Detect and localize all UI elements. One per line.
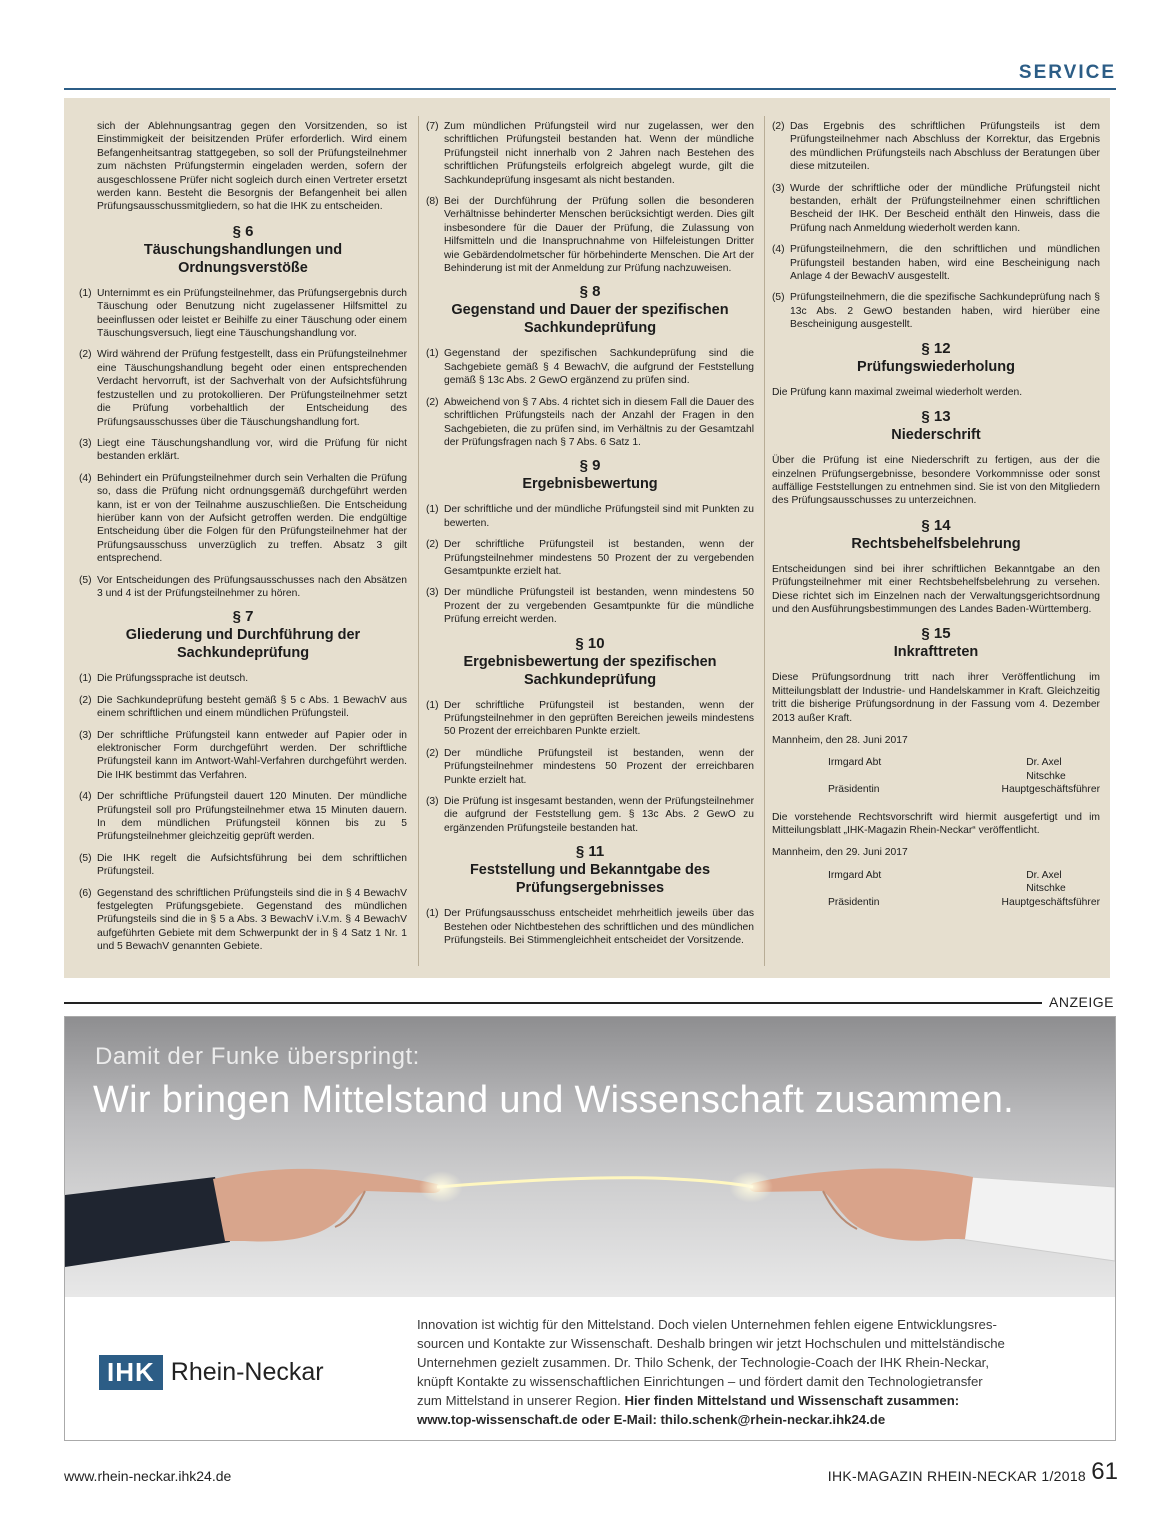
ihk-logo-box: IHK [99, 1355, 163, 1390]
intro-paragraph: sich der Ablehnungsantrag gegen den Vorsitzenden, so ist Einstimmigkeit der beisitzenden Prüfer erforderlich. Wird einem Befangenheitsantrag stattgegeben, so soll der Prüfungsteilnehmer zum nächsten Prüfungstermin eingeladen werden, sofern der ausgeschlossene Prüfer nicht sogleich durch einen Vertreter ersetzt werden kann. Besteht die Besorgnis der Befangenheit bei allen Prüfungsausschussmitgliedern, so hat die IHK zu entscheiden. [97, 121, 407, 213]
list-item [772, 182, 1100, 236]
list-item [79, 729, 407, 783]
signatory-name: Dr. Axel Nitschke [1026, 757, 1066, 782]
footer-magazine: IHK-MAGAZIN RHEIN-NECKAR 1/2018 [827, 1468, 1086, 1484]
item-number: (2) [426, 539, 439, 551]
item-text: Der schriftliche Prüfungsteil ist bestanden, wenn der Prüfungsteilnehmer in den geprüften Bereichen jeweils mindestens 50 Prozent der erreichbaren Punkte erzielt. [444, 699, 754, 738]
column-3 [772, 120, 1100, 923]
item-text: Vor Entscheidungen des Prüfungsausschusses nach den Absätzen 3 und 4 ist der Prüfungsteilnehmer zu hören. [97, 574, 407, 599]
item-text: Die Sachkundeprüfung besteht gemäß § 5 c Abs. 1 BewachV aus einem schriftlichen und einem mündlichen Prüfungsteil. [97, 694, 407, 720]
signatory-name: Irmgard Abt [828, 757, 882, 769]
date-line: Mannheim, den 28. Juni 2017 [772, 734, 908, 746]
ad-text-normal: zum Mittelstand in unserer Region. [417, 1393, 625, 1408]
ad-headline: Wir bringen Mittelstand und Wissenschaft zusammen. [93, 1079, 1015, 1121]
item-text: Liegt eine Täuschungshandlung vor, wird die Prüfung für nicht bestanden erklärt. [97, 437, 407, 463]
item-text: Abweichend von § 7 Abs. 4 richtet sich in diesem Fall die Dauer des schriftlichen Prüfungsteils nach der Anzahl der Fragen in den Sachgebieten, die zu prüfen sind, im Verhältnis zu der Gesamtzahl der Prüfungsfragen nach § 7 Abs. 6 Satz 1. [444, 396, 754, 448]
section-number: § 11 [575, 843, 605, 861]
ad-tagline: Damit der Funke überspringt: [95, 1043, 420, 1070]
item-text: Der Prüfungsausschuss entscheidet mehrheitlich jeweils über das Bestehen oder Nichtbestehen des schriftlichen und des mündlichen Prüfungsteils. Bei Stimmengleichheit entscheidet der Vorsitzende. [444, 908, 754, 947]
section-title: Inkrafttreten [893, 644, 979, 661]
list-item [79, 348, 407, 428]
item-text: Prüfungsteilnehmern, die den schriftlichen und mündlichen Prüfungsteil bestanden haben, wird eine Bescheinigung nach Anlage 4 der BewachV ausgestellt. [790, 244, 1100, 283]
item-number: (1) [426, 504, 439, 516]
section-title: Täuschungshandlungen und Ordnungsverstöße [143, 241, 343, 276]
list-item [79, 574, 407, 601]
list-item [426, 538, 754, 578]
item-text: Das Ergebnis des schriftlichen Prüfungsteils ist dem Prüfungsteilnehmer nach Abschluss der Korrektur, das Ergebnis des mündlichen Prüfungsteils nach Abschluss der Beratungen über diese mitzuteilen. [790, 121, 1100, 173]
item-text: Prüfungsteilnehmern, die die spezifische Sachkundeprüfung nach § 13c Abs. 2 GewO bestanden haben, wird hierüber eine Bescheinigung ausgestellt. [790, 292, 1100, 331]
ad-text-line: Innovation ist wichtig für den Mittelstand. Doch vielen Unternehmen fehlen eigene Entwicklungsres- [417, 1317, 997, 1332]
ihk-logo-region: Rhein-Neckar [170, 1358, 324, 1386]
signature-block [772, 869, 1100, 909]
item-number: (1) [79, 673, 92, 685]
item-text: Behindert ein Prüfungsteilnehmer durch sein Verhalten die Prüfung so, dass die Prüfung nicht ordnungsgemäß durchgeführt werden kann, ist er von der Teilnahme auszuschließen. Die Entscheidung hierüber kann von der Aufsicht getroffen werden. Die endgültige Entscheidung über die Folgen für den Prüfungsteilnehmer hat der Prüfungsausschuss unverzüglich zu treffen. Absatz 3 gilt entsprechend. [97, 472, 407, 565]
item-text: Die Prüfungssprache ist deutsch. [97, 673, 249, 685]
section-text: Entscheidungen sind bei ihrer schriftlichen Bekanntgabe an den Prüfungsteilnehmer mit einer Rechtsbehelfsbelehrung zu versehen. Diese richtet sich im Einzelnen nach der Verwaltungsgerichtsordnung und den Ausführungsbestimmungen des Landes Baden-Württemberg. [772, 563, 1100, 615]
section-text: Über die Prüfung ist eine Niederschrift zu fertigen, aus der die einzelnen Prüfungsergebnisse, besondere Vorkommnisse oder sonst auffällige Feststellungen zu entnehmen sind. Sie ist von den Mitgliedern des Prüfungsausschusses zu unterzeichnen. [772, 455, 1100, 507]
item-number: (5) [772, 292, 785, 304]
item-number: (2) [426, 396, 439, 408]
section-number: § 15 [921, 625, 951, 643]
ad-info-panel [65, 1297, 1115, 1441]
item-number: (1) [426, 348, 439, 360]
list-item [772, 243, 1100, 283]
list-item [79, 672, 407, 685]
list-item [79, 790, 407, 844]
list-item [772, 291, 1100, 331]
item-number: (4) [772, 244, 785, 256]
column-divider [418, 116, 419, 966]
ad-body-text [417, 1315, 1097, 1429]
item-text: Wird während der Prüfung festgestellt, dass ein Prüfungsteilnehmer eine Täuschungshandlung begeht oder einen entsprechenden Verdacht hervorruft, ist der Sachverhalt von der Aufsichtsführung festzustellen und zu protokollieren. Der Prüfungsteilnehmer setzt die Prüfung vorbehaltlich der Entscheidung des Prüfungsausschusses über die Täuschungshandlung fort. [97, 349, 407, 428]
list-item [426, 699, 754, 739]
section-title: Feststellung und Bekanntgabe des Prüfungsergebnisses [469, 862, 711, 897]
section-number: § 6 [232, 222, 254, 240]
ad-label: ANZEIGE [1049, 994, 1114, 1010]
s6-list [79, 287, 407, 601]
signatory-role: Hauptgeschäftsführer [1001, 784, 1100, 796]
item-text: Gegenstand der spezifischen Sachkundeprüfung sind die Sachgebiete gemäß § 4 BewachV, die aufgrund der Feststellung gemäß § 13c Abs. 2 GewO ergänzend zu prüfen sind. [444, 348, 754, 387]
item-text: Die IHK regelt die Aufsichtsführung bei dem schriftlichen Prüfungsteil. [97, 852, 407, 878]
list-item [426, 396, 754, 450]
list-item [426, 747, 754, 787]
item-number: (3) [772, 182, 785, 194]
item-number: (3) [79, 437, 92, 449]
section-title: Rechtsbehelfsbelehrung [851, 535, 1021, 552]
item-number: (5) [79, 574, 92, 586]
item-text: Gegenstand des schriftlichen Prüfungsteils sind die in § 4 BewachV festgelegten Prüfungsgebiete. Gegenstand des mündlichen Prüfungsteils sind die in § 5 a Abs. 3 BewachV i.V.m. § 4 BewachV aufgeführten Gebiete mit dem Schwerpunkt der in § 4 Satz 1 Nr. 1 und 5 BewachV genannten Gebiete. [97, 887, 407, 953]
item-text: Bei der Durchführung der Prüfung sollen die besonderen Verhältnisse behinderter Menschen berücksichtigt werden. Dies gilt insbesondere für die Dauer der Prüfung, die Zulassung von Hilfsmitteln und die Inanspruchnahme von Hilfeleistungen Dritter wie Gebärdendolmetscher für hörbehinderte Menschen. Die Art der Behinderung ist mit der Anmeldung zur Prüfung nachzuweisen. [444, 196, 754, 275]
signatory-name: Dr. Axel Nitschke [1026, 869, 1066, 895]
section-title: Prüfungswiederholung [857, 358, 1015, 375]
signatory-role: Präsidentin [828, 896, 880, 908]
item-text: Der mündliche Prüfungsteil ist bestanden, wenn mindestens 50 Prozent der zu vergebenden Gesamtpunkte für die mündliche Prüfung erreicht werden. [444, 587, 754, 626]
item-text: Unternimmt es ein Prüfungsteilnehmer, das Prüfungsergebnis durch Täuschung oder Benutzung nicht zugelassener Hilfsmittel zu beeinflussen oder leistet er Beihilfe zu einer Täuschung oder einem Täuschungsversuch, liegt eine Täuschungshandlung vor. [97, 287, 407, 340]
ad-divider [64, 1002, 1042, 1004]
section-number: § 13 [921, 408, 951, 426]
list-item [79, 694, 407, 721]
item-number: (2) [426, 747, 439, 759]
item-text: Der mündliche Prüfungsteil ist bestanden, wenn der Prüfungsteilnehmer mindestens 50 Prozent der erreichbaren Punkte erzielt hat. [444, 747, 754, 786]
advertisement [64, 1016, 1116, 1441]
section-text: Diese Prüfungsordnung tritt nach ihrer Veröffentlichung im Mitteilungsblatt der Industrie- und Handelskammer in Kraft. Gleichzeitig tritt die bisherige Prüfungsordnung in der Fassung vom 4. Dezember 2013 außer Kraft. [772, 672, 1100, 724]
section-label: SERVICE [1018, 62, 1116, 83]
item-number: (7) [426, 121, 439, 132]
section-text: Die Prüfung kann maximal zweimal wiederholt werden. [772, 386, 1023, 398]
list-item [426, 195, 754, 275]
list-item [772, 120, 1100, 174]
item-text: Der schriftliche Prüfungsteil ist bestanden, wenn der Prüfungsteilnehmer mindestens 50 Prozent der zu vergebenden Gesamtpunkte erzielt hat. [444, 539, 754, 577]
list-item [426, 347, 754, 387]
signatory-role: Präsidentin [828, 784, 880, 796]
section-number: § 7 [232, 608, 254, 626]
item-text: Der schriftliche Prüfungsteil dauert 120 Minuten. Der mündliche Prüfungsteil soll pro Prüfungsteilnehmer etwa 15 Minuten dauern. In dem mündlichen Prüfungsteil können bis zu 5 Prüfungsteilnehmer gleichzeitig geprüft werden. [97, 791, 407, 843]
date-line: Mannheim, den 29. Juni 2017 [772, 847, 908, 859]
section-title: Niederschrift [891, 427, 981, 444]
ad-contact-link[interactable]: www.top-wissenschaft.de oder E-Mail: thilo.schenk@rhein-neckar.ihk24.de [417, 1412, 886, 1427]
item-number: (2) [79, 349, 92, 361]
list-item [79, 437, 407, 464]
section-title: Ergebnisbewertung [522, 476, 658, 493]
s7-list [79, 672, 407, 953]
item-text: Der schriftliche und der mündliche Prüfungsteil sind mit Punkten zu bewerten. [444, 504, 754, 529]
publication-notice: Die vorstehende Rechtsvorschrift wird hiermit ausgefertigt und im Mitteilungsblatt „IHK-Magazin Rhein-Neckar“ veröffentlicht. [772, 811, 1100, 836]
item-number: (2) [79, 694, 92, 706]
item-text: Wurde der schriftliche oder der mündliche Prüfungsteil nicht bestanden, erhält der Prüfungsteilnehmer einen schriftlichen Bescheid der IHK. Der Bescheid enthält den Hinweis, dass die Prüfung nach Anmeldung wiederholt werden kann. [790, 182, 1100, 234]
list-item [79, 287, 407, 341]
section-title: Gegenstand und Dauer der spezifischen Sachkundeprüfung [451, 302, 729, 337]
item-number: (4) [79, 791, 92, 803]
item-text: Die Prüfung ist insgesamt bestanden, wenn der Prüfungsteilnehmer die aufgrund der Feststellung gem. § 13c Abs. 2 GewO zu ergänzenden Prüfungsteile bestanden hat. [444, 796, 754, 834]
list-item [426, 503, 754, 530]
item-number: (4) [79, 472, 92, 484]
list-item [426, 907, 754, 947]
law-text-box [64, 98, 1110, 978]
ihk-logo [99, 1355, 324, 1390]
section-rule [64, 88, 1116, 90]
column-2 [426, 120, 754, 955]
section-title: Ergebnisbewertung der spezifischen Sachkundeprüfung [463, 653, 717, 688]
signatory-name: Irmgard Abt [828, 869, 882, 881]
item-number: (3) [426, 796, 439, 807]
ad-text-line: knüpft Kontakte zu wissenschaftlichen Einrichtungen – und fördert damit den Technologietransfer [417, 1374, 983, 1389]
signature-block [772, 756, 1100, 796]
section-number: § 12 [921, 339, 951, 357]
list-item [79, 852, 407, 879]
footer-url[interactable]: www.rhein-neckar.ihk24.de [64, 1468, 232, 1484]
item-number: (3) [426, 587, 439, 599]
list-item [426, 120, 754, 187]
section-number: § 14 [921, 516, 951, 534]
signatory-role: Hauptgeschäftsführer [1001, 896, 1100, 908]
item-number: (1) [79, 287, 92, 299]
list-item [79, 887, 407, 954]
section-number: § 10 [575, 634, 605, 652]
ad-text-bold: Hier finden Mittelstand und Wissenschaft zusammen: [624, 1393, 960, 1408]
list-item [426, 795, 754, 835]
item-number: (5) [79, 852, 92, 864]
column-divider [764, 116, 765, 966]
item-number: (6) [79, 887, 92, 899]
list-item [426, 586, 754, 626]
item-number: (2) [772, 121, 785, 132]
item-number: (1) [426, 699, 439, 711]
ad-text-line: sourcen und Kontakte zur Wissenschaft. Deshalb bringen wir jetzt Hochschulen und mittelständische [417, 1336, 1005, 1351]
ad-photo [65, 1017, 1115, 1297]
ad-text-line [417, 1391, 1097, 1410]
ad-text-line: Unternehmen gezielt zusammen. Dr. Thilo Schenk, der Technologie-Coach der IHK Rhein-Neckar, [417, 1355, 989, 1370]
list-item [79, 472, 407, 566]
item-number: (1) [426, 908, 439, 920]
item-number: (8) [426, 196, 439, 208]
item-text: Der schriftliche Prüfungsteil kann entweder auf Papier oder in elektronischer Form durchgeführt werden. Der schriftliche Prüfungsteil kann im Antwort-Wahl-Verfahren durchgeführt werden. Die IHK bestimmt das Verfahren. [97, 729, 407, 781]
item-text: Zum mündlichen Prüfungsteil wird nur zugelassen, wer den schriftlichen Prüfungsteil bestanden hat. Wenn der mündliche Prüfungsteil nicht innerhalb von 2 Jahren nach Bestehen des schriftlichen Prüfungsteils erfolgreich abgelegt wurde, gilt die Sachkundeprüfung insgesamt als nicht bestanden. [444, 121, 754, 186]
page-number: 61 [1091, 1458, 1118, 1485]
section-number: § 8 [579, 283, 601, 301]
item-number: (3) [79, 729, 92, 741]
column-1 [79, 120, 407, 962]
section-number: § 9 [579, 457, 601, 475]
section-title: Gliederung und Durchführung der Sachkundeprüfung [125, 627, 361, 662]
